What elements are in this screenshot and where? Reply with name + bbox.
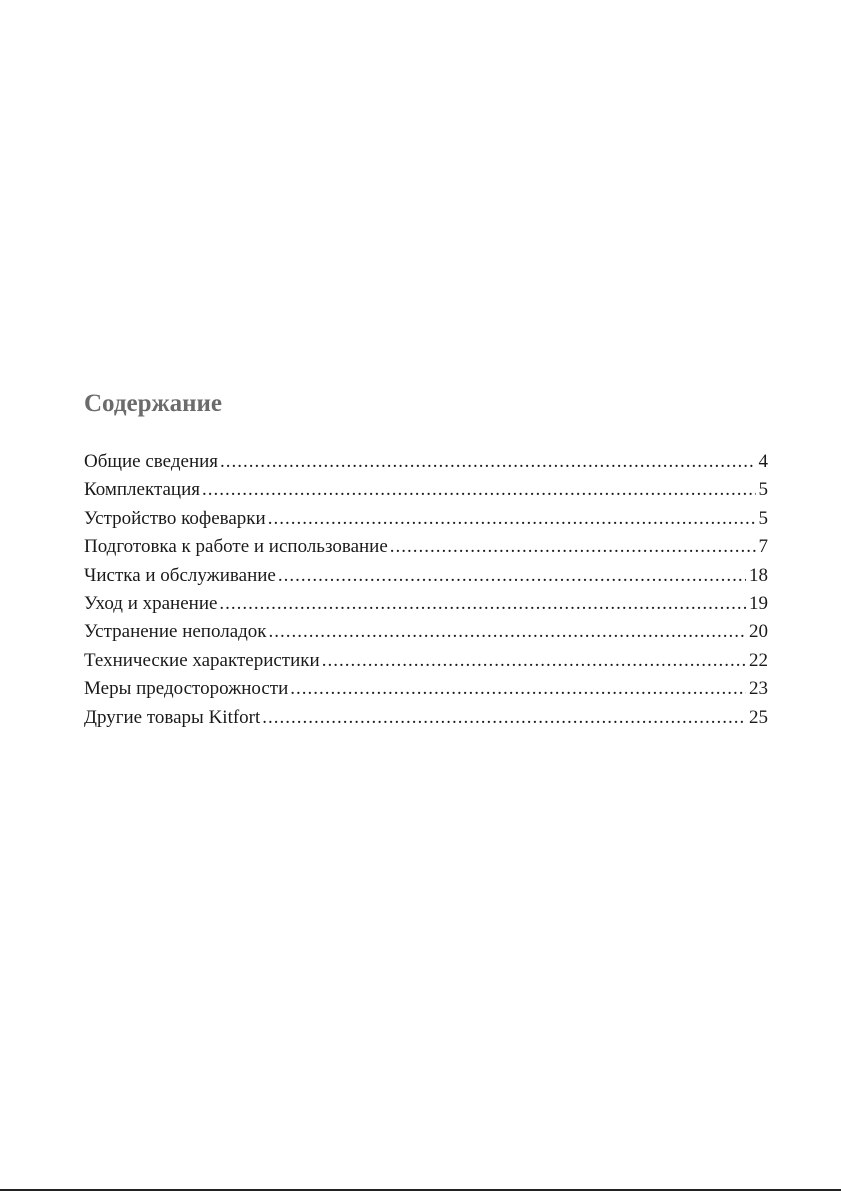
dot-leader	[390, 533, 756, 561]
dot-leader	[202, 476, 756, 504]
toc-entry-specifications[interactable]	[84, 647, 768, 675]
toc-entry-safety-precautions[interactable]	[84, 675, 768, 703]
toc-entry-page-number: 18	[749, 564, 768, 586]
toc-entry-page-number: 7	[758, 536, 768, 558]
toc-entry-page-number: 23	[749, 678, 768, 700]
dot-leader	[322, 647, 746, 675]
toc-entry-care-and-storage[interactable]	[84, 590, 768, 618]
toc-entry-page-number: 4	[758, 451, 768, 472]
toc-entry-package-contents[interactable]	[84, 476, 768, 504]
toc-entry-page-number: 5	[758, 479, 768, 501]
toc-entry-troubleshooting[interactable]	[84, 618, 768, 646]
toc-entry-label: Уход и хранение	[84, 592, 218, 614]
dot-leader	[262, 704, 746, 732]
dot-leader	[278, 562, 746, 590]
dot-leader	[268, 505, 756, 533]
toc-entry-label: Общие сведения	[84, 451, 219, 472]
toc-entry-cleaning-and-maintenance[interactable]	[84, 562, 768, 590]
toc-entry-label: Комплектация	[84, 479, 200, 501]
toc-entry-page-number: 5	[758, 507, 768, 529]
toc-entry-label: Чистка и обслуживание	[84, 564, 276, 586]
dot-leader	[219, 590, 746, 618]
toc-entry-label: Устройство кофеварки	[84, 507, 266, 529]
toc-entry-page-number: 22	[749, 649, 768, 671]
toc-title: Содержание	[84, 390, 223, 417]
toc-list	[84, 448, 768, 732]
dot-leader	[220, 448, 755, 476]
toc-entry-page-number: 19	[749, 592, 768, 614]
toc-entry-other-products[interactable]	[84, 704, 768, 732]
toc-entry-label: Подготовка к работе и использование	[84, 536, 388, 558]
toc-entry-label: Другие товары Kitfort	[84, 706, 261, 728]
toc-entry-label: Меры предосторожности	[84, 678, 289, 700]
toc-entry-label: Технические характеристики	[84, 649, 320, 671]
toc-entry-general-info[interactable]	[84, 448, 768, 476]
dot-leader	[290, 675, 746, 703]
toc-entry-label: Устранение неполадок	[84, 621, 267, 643]
dot-leader	[269, 618, 746, 646]
toc-entry-page-number: 20	[749, 621, 768, 643]
toc-entry-preparation-and-use[interactable]	[84, 533, 768, 561]
toc-entry-page-number: 25	[749, 706, 768, 728]
toc-entry-device-structure[interactable]	[84, 505, 768, 533]
